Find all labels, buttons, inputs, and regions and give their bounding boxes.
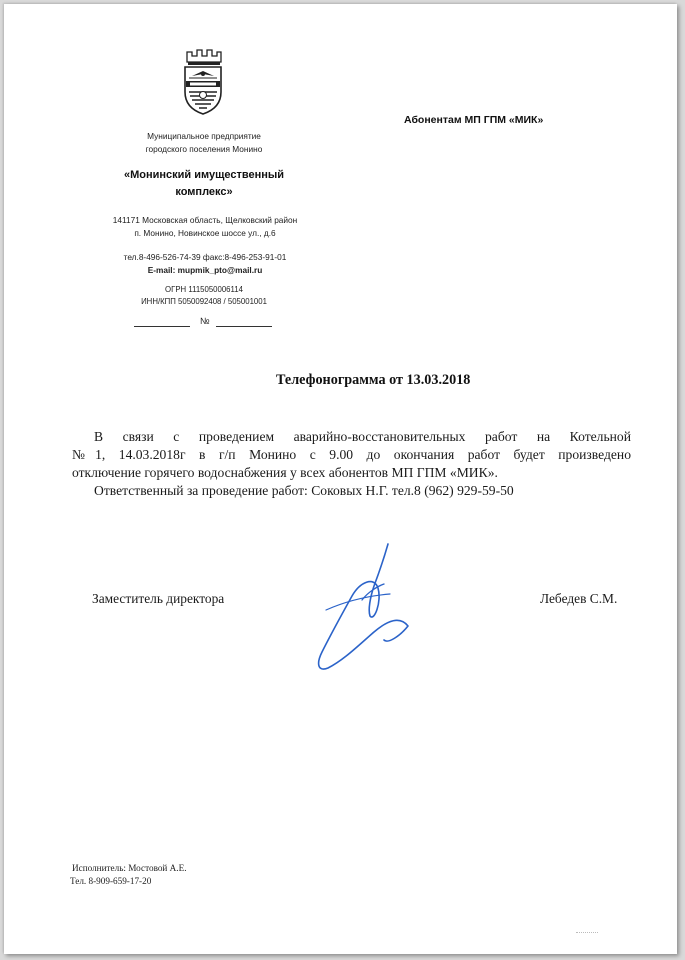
- signatory-position: Заместитель директора: [92, 591, 225, 606]
- outgoing-number-line: [216, 326, 272, 327]
- sender-phone: тел.8-496-526-74-39 факс:8-496-253-91-01: [123, 252, 287, 262]
- sender-org-line2: городского поселения Монино: [145, 144, 263, 154]
- body-line-2: №1, 14.03.2018г в г/п Монино с 9.00 до окончания работ будет произведено: [72, 447, 631, 462]
- body-line-4: Ответственный за проведение работ: Соковых Н.Г. тел.8 (962) 929-59-50: [94, 483, 514, 498]
- letter-page: [4, 4, 677, 954]
- scan-mark: [576, 932, 598, 938]
- body-line-3: отключение горячего водоснабжения у всех абонентов МП ГПМ «МИК».: [72, 465, 498, 480]
- coat-of-arms-icon: [177, 48, 229, 116]
- sender-name-line1: «Монинский имущественный: [123, 169, 285, 181]
- body-line-1: В связи с проведением аварийно-восстановительных работ на Котельной: [94, 429, 631, 444]
- number-sign: №: [200, 316, 210, 326]
- sender-inn: ИНН/КПП 5050092408 / 505001001: [141, 297, 267, 306]
- sender-address-line2: п. Монино, Новинское шоссе ул., д.6: [134, 228, 276, 238]
- handwritten-signature: [304, 540, 424, 680]
- outgoing-date-line: [134, 326, 190, 327]
- executor-phone: Тел. 8-909-659-17-20: [70, 876, 152, 886]
- executor: Исполнитель: Мостовой А.Е.: [72, 863, 187, 873]
- sender-email: mupmik_pto@mail.ru: [177, 265, 263, 275]
- document-heading: Телефонограмма от 13.03.2018: [276, 372, 471, 388]
- sender-ogrn: ОГРН 1115050006114: [165, 285, 243, 294]
- sender-email-label: E-mail:: [147, 265, 176, 275]
- signatory-name: Лебедев С.М.: [540, 591, 618, 606]
- sender-address-line1: 141171 Московская область, Щелковский район: [112, 215, 298, 225]
- addressee: Абонентам МП ГПМ «МИК»: [404, 114, 544, 126]
- sender-email-line: [74, 264, 336, 277]
- sender-org-line1: Муниципальное предприятие: [147, 131, 261, 141]
- sender-name-line2: комплекс»: [175, 186, 233, 198]
